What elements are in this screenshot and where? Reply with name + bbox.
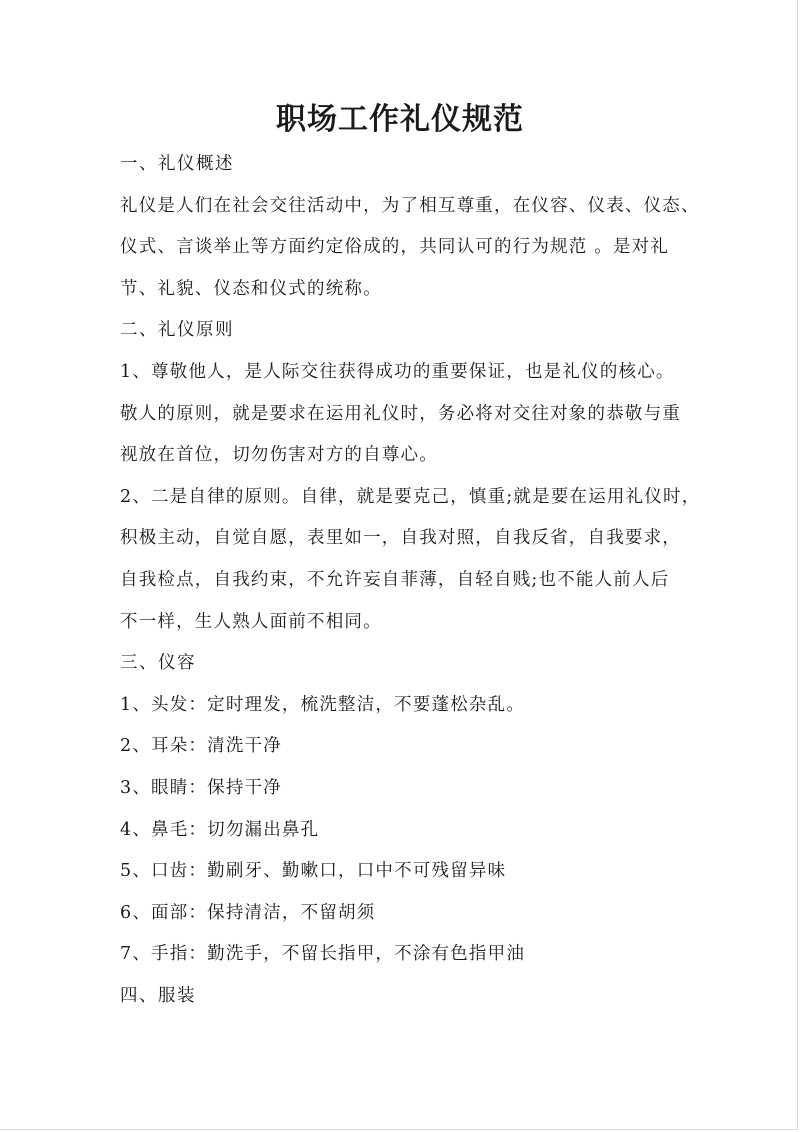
list-item: 2、耳朵：清洗干净 bbox=[120, 736, 282, 757]
paragraph-line: 2、二是自律的原则。自律，就是要克己，慎重;就是要在运用礼仪时， bbox=[120, 486, 701, 507]
paragraph-line: 视放在首位，切勿伤害对方的自尊心。 bbox=[120, 445, 438, 466]
document-title: 职场工作礼仪规范 bbox=[276, 102, 524, 137]
list-item: 3、眼睛：保持干净 bbox=[120, 777, 282, 798]
list-item: 6、面部：保持清洁，不留胡须 bbox=[120, 902, 376, 923]
paragraph-line: 积极主动，自觉自愿，表里如一，自我对照，自我反省，自我要求， bbox=[120, 528, 681, 549]
list-item: 4、鼻毛：切勿漏出鼻孔 bbox=[120, 819, 320, 840]
section-heading-overview: 一、礼仪概述 bbox=[120, 154, 234, 174]
paragraph-line: 仪式、言谈举止等方面约定俗成的，共同认可的行为规范 。是对礼 bbox=[120, 237, 670, 258]
list-item: 5、口齿：勤刷牙、勤嗽口，口中不可残留异味 bbox=[120, 861, 507, 882]
paragraph-line: 1、尊敬他人，是人际交往获得成功的重要保证，也是礼仪的核心。 bbox=[120, 361, 675, 382]
paragraph-line: 自我检点，自我约束，不允许妄自菲薄，自轻自贱;也不能人前人后 bbox=[120, 569, 670, 590]
section-heading-appearance: 三、仪容 bbox=[120, 653, 196, 674]
section-heading-principles: 二、礼仪原则 bbox=[120, 320, 234, 341]
document-body bbox=[120, 144, 701, 1017]
paragraph-line: 礼仪是人们在社会交往活动中，为了相互尊重，在仪容、仪表、仪态、 bbox=[120, 195, 700, 216]
list-item: 1、头发：定时理发，梳洗整洁，不要蓬松杂乱。 bbox=[120, 694, 526, 715]
list-item: 7、手指：勤洗手，不留长指甲，不涂有色指甲油 bbox=[120, 944, 526, 965]
paragraph-line: 不一样，生人熟人面前不相同。 bbox=[120, 611, 382, 632]
paragraph-line: 敬人的原则，就是要求在运用礼仪时，务必将对交往对象的恭敬与重 bbox=[120, 403, 681, 424]
section-heading-clothing: 四、服装 bbox=[120, 985, 196, 1006]
paragraph-line: 节、礼貌、仪态和仪式的统称。 bbox=[120, 278, 382, 299]
